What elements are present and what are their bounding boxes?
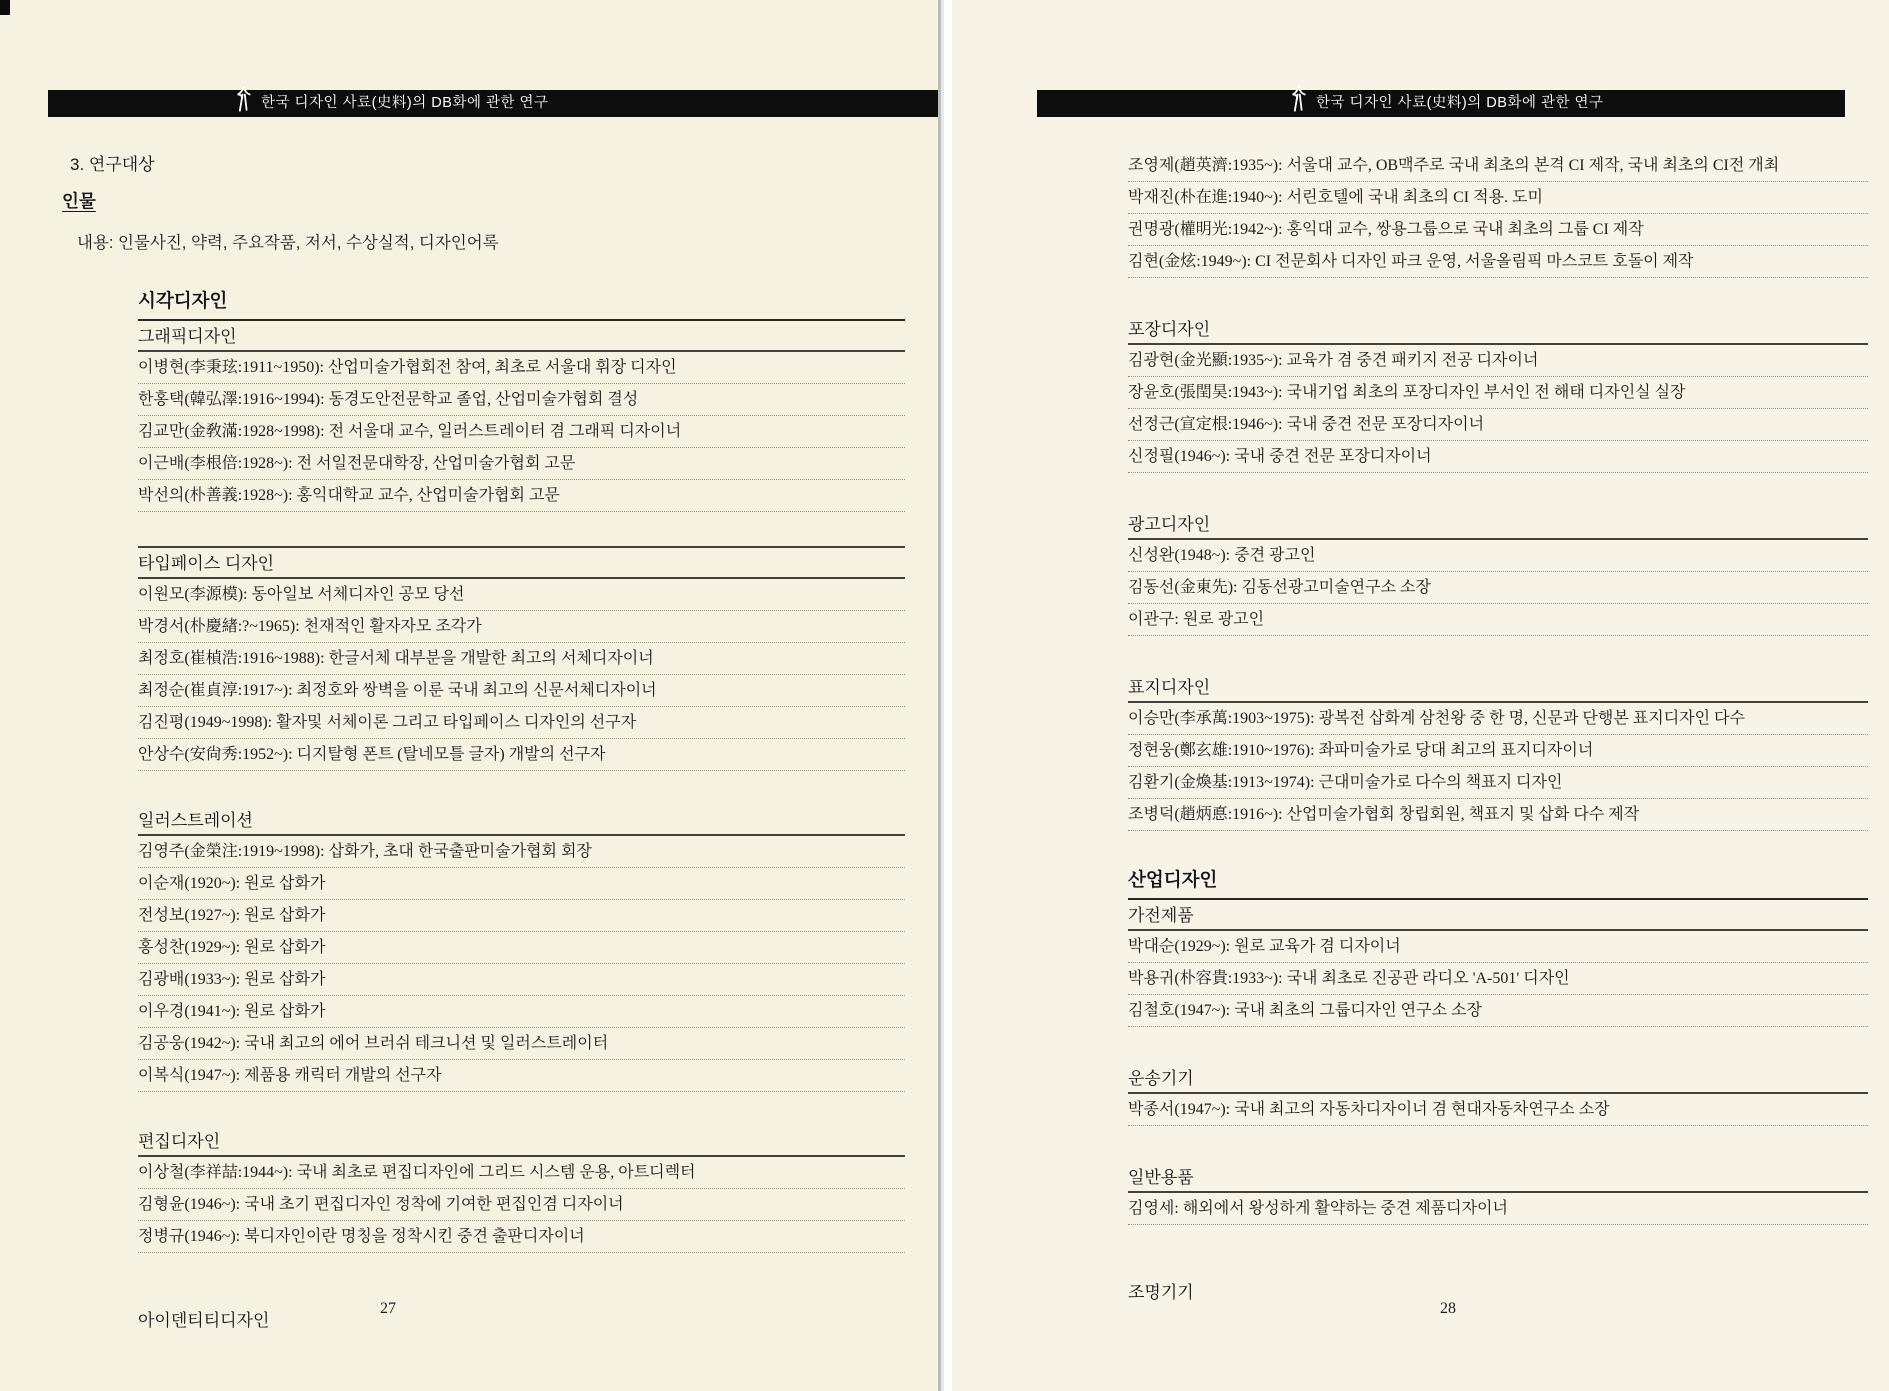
report-title: 한국 디자인 사료(史料)의 DB화에 관한 연구	[261, 95, 549, 111]
person-entry: 조병덕(趙炳悳:1916~): 산업미술가협회 창립회원, 책표지 및 삽화 다수 제작	[1128, 799, 1868, 831]
person-entry: 안상수(安尙秀:1952~): 디지탈형 폰트 (탈네모틀 글자) 개발의 선구자	[138, 739, 905, 771]
person-entry: 이근배(李根倍:1928~): 전 서일전문대학장, 산업미술가협회 고문	[138, 448, 905, 480]
person-entry: 정현웅(鄭玄雄:1910~1976): 좌파미술가로 당대 최고의 표지디자이너	[1128, 735, 1868, 767]
person-entry: 정병규(1946~): 북디자인이란 명칭을 정착시킨 중견 출판디자이너	[138, 1221, 905, 1253]
person-entry: 이승만(李承萬:1903~1975): 광복전 삽화계 삼천왕 중 한 명, 신문과 단행본 표지디자인 다수	[1128, 703, 1868, 735]
person-entry: 전성보(1927~): 원로 삽화가	[138, 900, 905, 932]
section-타입페이스 디자인	[138, 546, 905, 771]
person-entry: 홍성찬(1929~): 원로 삽화가	[138, 932, 905, 964]
person-entry: 이순재(1920~): 원로 삽화가	[138, 868, 905, 900]
subsection-heading: 편집디자인	[138, 1126, 905, 1157]
report-title: 한국 디자인 사료(史料)의 DB화에 관한 연구	[1316, 95, 1604, 111]
person-entry: 김광현(金光顯:1935~): 교육가 겸 중견 패키지 전공 디자이너	[1128, 345, 1868, 377]
subsection-heading: 포장디자인	[1128, 314, 1868, 345]
person-entry: 장윤호(張閏昊:1943~): 국내기업 최초의 포장디자인 부서인 전 해태 디자인실 실장	[1128, 377, 1868, 409]
person-entry: 김환기(金煥基:1913~1974): 근대미술가로 다수의 책표지 디자인	[1128, 767, 1868, 799]
person-entry: 김교만(金敎滿:1928~1998): 전 서울대 교수, 일러스트레이터 겸 그래픽 디자이너	[138, 416, 905, 448]
page-header-bar	[48, 90, 938, 117]
person-entry: 선정근(宣定根:1946~): 국내 중견 전문 포장디자이너	[1128, 409, 1868, 441]
section-일러스트레이션	[138, 805, 905, 1092]
section-편집디자인	[138, 1126, 905, 1253]
person-entry: 이원모(李源模): 동아일보 서체디자인 공모 당선	[138, 579, 905, 611]
page-27	[0, 0, 938, 1391]
logo-icon	[1289, 84, 1307, 114]
person-entry: 이관구: 원로 광고인	[1128, 604, 1868, 636]
subsection-heading: 운송기기	[1128, 1063, 1868, 1094]
section-운송기기	[1128, 1063, 1868, 1126]
section-number-title: 3. 연구대상	[70, 155, 155, 174]
person-entry: 권명광(權明光:1942~): 홍익대 교수, 쌍용그룹으로 국내 최초의 그룹 CI 제작	[1128, 214, 1868, 246]
page-gutter	[938, 0, 952, 1391]
person-list-right	[1128, 150, 1868, 1306]
subsection-heading: 가전제품	[1128, 900, 1868, 931]
person-entry: 김철호(1947~): 국내 최초의 그룹디자인 연구소 소장	[1128, 995, 1868, 1027]
person-entry: 김공웅(1942~): 국내 최고의 에어 브러쉬 테크니션 및 일러스트레이터	[138, 1028, 905, 1060]
person-entry: 김진평(1949~1998): 활자및 서체이론 그리고 타입페이스 디자인의 선구자	[138, 707, 905, 739]
person-list-left	[138, 288, 905, 1334]
section-heading: 시각디자인	[138, 288, 905, 321]
person-entry: 김동선(金東先): 김동선광고미술연구소 소장	[1128, 572, 1868, 604]
page-28	[952, 0, 1889, 1391]
logo-icon	[234, 84, 252, 114]
page-header-bar	[1037, 90, 1845, 117]
section-아이덴티티디자인	[138, 1305, 905, 1334]
person-entry: 신성완(1948~): 중견 광고인	[1128, 540, 1868, 572]
page-number: 27	[380, 1300, 396, 1317]
page-header-content	[1289, 90, 1604, 117]
person-entry: 이우경(1941~): 원로 삽화가	[138, 996, 905, 1028]
person-entry: 박종서(1947~): 국내 최고의 자동차디자이너 겸 현대자동차연구소 소장	[1128, 1094, 1868, 1126]
section-heading: 산업디자인	[1128, 867, 1868, 900]
person-entry: 조영제(趙英濟:1935~): 서울대 교수, OB맥주로 국내 최초의 본격 CI 제작, 국내 최초의 CI전 개최	[1128, 150, 1868, 182]
person-entry: 박대순(1929~): 원로 교육가 겸 디자이너	[1128, 931, 1868, 963]
person-entry: 박경서(朴慶緖:?~1965): 천재적인 활자자모 조각가	[138, 611, 905, 643]
person-entry: 최정순(崔貞淳:1917~): 최정호와 쌍벽을 이룬 국내 최고의 신문서체디자이너	[138, 675, 905, 707]
section-가전제품	[1128, 900, 1868, 1027]
section-표지디자인	[1128, 672, 1868, 831]
person-entry: 박용귀(朴容貴:1933~): 국내 최초로 진공관 라디오 'A-501' 디자인	[1128, 963, 1868, 995]
subsection-heading: 조명기기	[1128, 1283, 1194, 1302]
person-entry: 이상철(李祥喆:1944~): 국내 최초로 편집디자인에 그리드 시스템 운용, 아트디렉터	[138, 1157, 905, 1189]
section-산업디자인	[1128, 867, 1868, 900]
person-entry: 김광배(1933~): 원로 삽화가	[138, 964, 905, 996]
subsection-heading: 그래픽디자인	[138, 321, 905, 352]
subsection-heading: 타입페이스 디자인	[138, 548, 905, 579]
page-header-content	[234, 90, 549, 117]
person-entry: 이복식(1947~): 제품용 캐릭터 개발의 선구자	[138, 1060, 905, 1092]
section-광고디자인	[1128, 509, 1868, 636]
subsection-heading: 광고디자인	[1128, 509, 1868, 540]
person-entry: 이병현(李秉玹:1911~1950): 산업미술가협회전 참여, 최초로 서울대 휘장 디자인	[138, 352, 905, 384]
subsection-heading: 일러스트레이션	[138, 805, 905, 836]
contents-line: 내용: 인물사진, 약력, 주요작품, 저서, 수상실적, 디자인어록	[77, 234, 499, 252]
section-그래픽디자인	[138, 321, 905, 512]
person-entry: 박선의(朴善義:1928~): 홍익대학교 교수, 산업미술가협회 고문	[138, 480, 905, 512]
section-시각디자인	[138, 288, 905, 321]
person-entry: 김현(金炫:1949~): CI 전문회사 디자인 파크 운영, 서울올림픽 마스코트 호돌이 제작	[1128, 246, 1868, 278]
section-포장디자인	[1128, 314, 1868, 473]
subsection-heading: 일반용품	[1128, 1162, 1868, 1193]
entries-continued	[1128, 150, 1868, 278]
person-entry: 김영주(金榮注:1919~1998): 삽화가, 초대 한국출판미술가협회 회장	[138, 836, 905, 868]
section-일반용품	[1128, 1162, 1868, 1225]
person-entry: 김형윤(1946~): 국내 초기 편집디자인 정착에 기여한 편집인겸 디자이너	[138, 1189, 905, 1221]
category-title: 인물	[62, 191, 96, 211]
section-조명기기	[1128, 1277, 1868, 1306]
subsection-heading: 아이덴티티디자인	[138, 1311, 270, 1330]
scan-corner-artifact	[0, 0, 10, 15]
subsection-heading: 표지디자인	[1128, 672, 1868, 703]
person-entry: 신정필(1946~): 국내 중견 전문 포장디자이너	[1128, 441, 1868, 473]
person-entry: 김영세: 해외에서 왕성하게 활약하는 중견 제품디자이너	[1128, 1193, 1868, 1225]
person-entry: 박재진(朴在進:1940~): 서린호텔에 국내 최초의 CI 적용. 도미	[1128, 182, 1868, 214]
person-entry: 최정호(崔楨浩:1916~1988): 한글서체 대부분을 개발한 최고의 서체디자이너	[138, 643, 905, 675]
page-number: 28	[1440, 1300, 1456, 1317]
person-entry: 한홍택(韓弘澤:1916~1994): 동경도안전문학교 졸업, 산업미술가협회 결성	[138, 384, 905, 416]
